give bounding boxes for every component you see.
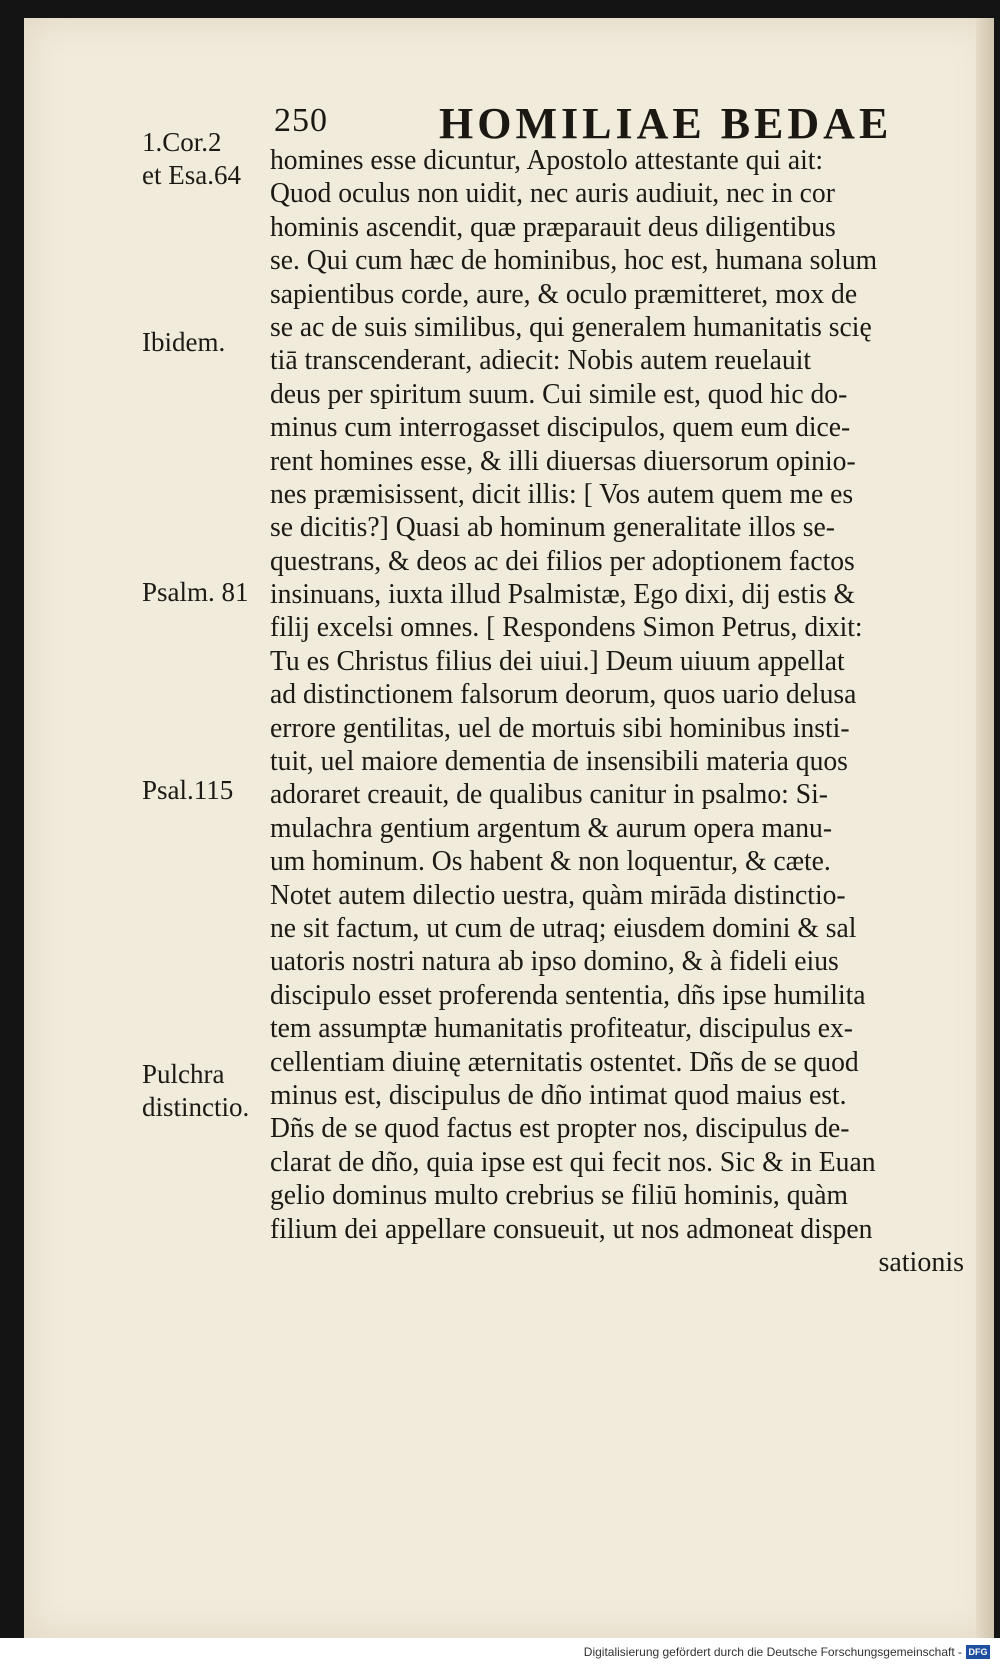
text-line: minus est, discipulus de dño intimat quod maius est. xyxy=(270,1079,847,1111)
body-text xyxy=(270,144,970,1279)
text-line: um hominum. Os habent & non loquentur, & cæte. xyxy=(270,846,831,878)
text-line: uatoris nostri natura ab ipso domino, & à fideli eius xyxy=(270,946,839,978)
text-line: nes præmisissent, dicit illis: [ Vos autem quem me es xyxy=(270,478,854,510)
text-line: discipulo esset proferenda sententia, dñs ipse humilita xyxy=(270,979,866,1011)
dfg-logo: DFG xyxy=(966,1645,990,1659)
page-edge xyxy=(976,18,994,1638)
margin-note: Ibidem. xyxy=(142,327,226,357)
margin-note: distinctio. xyxy=(142,1092,250,1122)
text-line: ne sit factum, ut cum de utraq; eiusdem domini & sal xyxy=(270,912,857,944)
text-line: tiā transcenderant, adiecit: Nobis autem reuelauit xyxy=(270,345,812,377)
text-line: tuit, uel maiore dementia de insensibili materia quos xyxy=(270,746,848,778)
text-line: hominis ascendit, quæ præparauit deus diligentibus xyxy=(270,211,836,243)
text-line: se ac de suis similibus, qui generalem humanitatis scię xyxy=(270,311,872,343)
text-line: deus per spiritum suum. Cui simile est, quod hic do- xyxy=(270,378,848,410)
funding-credit: Digitalisierung gefördert durch die Deutsche Forschungsgemeinschaft - xyxy=(583,1645,962,1659)
footer-bar xyxy=(0,1638,1000,1668)
catchword: sationis xyxy=(878,1246,964,1278)
page-number: 250 xyxy=(274,102,328,139)
text-line: cellentiam diuinę æternitatis ostentet. Dñs de se quod xyxy=(270,1046,859,1078)
text-line: se. Qui cum hæc de hominibus, hoc est, humana solum xyxy=(270,245,878,277)
text-line: errore gentilitas, uel de mortuis sibi hominibus insti- xyxy=(270,712,850,744)
margin-note: Psalm. 81 xyxy=(142,577,249,607)
text-line: insinuans, iuxta illud Psalmistæ, Ego dixi, dij estis & xyxy=(270,579,855,611)
text-line: gelio dominus multo crebrius se filiū hominis, quàm xyxy=(270,1180,849,1212)
book-page xyxy=(24,18,994,1638)
text-line: homines esse dicuntur, Apostolo attestante qui ait: xyxy=(270,145,824,176)
margin-note: Psal.115 xyxy=(142,775,234,805)
text-line: Quod oculus non uidit, nec auris audiuit, nec in cor xyxy=(270,178,835,210)
text-line: tem assumptæ humanitatis profiteatur, discipulus ex- xyxy=(270,1013,854,1045)
text-line: adoraret creauit, de qualibus canitur in psalmo: Si- xyxy=(270,779,828,811)
text-line: sapientibus corde, aure, & oculo præmitteret, mox de xyxy=(270,278,858,310)
running-title: HOMILIAE BEDAE xyxy=(439,99,893,148)
text-line: minus cum interrogasset discipulos, quem eum dice- xyxy=(270,412,851,444)
text-line: se dicitis?] Quasi ab hominum generalitate illos se- xyxy=(270,512,835,544)
text-line: clarat de dño, quia ipse est qui fecit nos. Sic & in Euan xyxy=(270,1146,876,1178)
text-line: questrans, & deos ac dei filios per adoptionem factos xyxy=(270,545,855,577)
text-line: ad distinctionem falsorum deorum, quos uario delusa xyxy=(270,679,857,711)
margin-note: 1.Cor.2 xyxy=(142,127,222,157)
margin-note: et Esa.64 xyxy=(142,160,241,190)
margin-note: Pulchra xyxy=(142,1059,225,1089)
text-line: Notet autem dilectio uestra, quàm mirāda distinctio- xyxy=(270,879,846,911)
text-line: filium dei appellare consueuit, ut nos admoneat dispen xyxy=(270,1213,873,1245)
text-line: Tu es Christus filius dei uiui.] Deum uiuum appellat xyxy=(270,645,845,677)
text-line: mulachra gentium argentum & aurum opera manu- xyxy=(270,812,833,844)
text-line: filij excelsi omnes. [ Respondens Simon Petrus, dixit: xyxy=(270,612,863,644)
text-line: rent homines esse, & illi diuersas diuersorum opinio- xyxy=(270,445,856,477)
text-line: Dñs de se quod factus est propter nos, discipulus de- xyxy=(270,1113,850,1145)
